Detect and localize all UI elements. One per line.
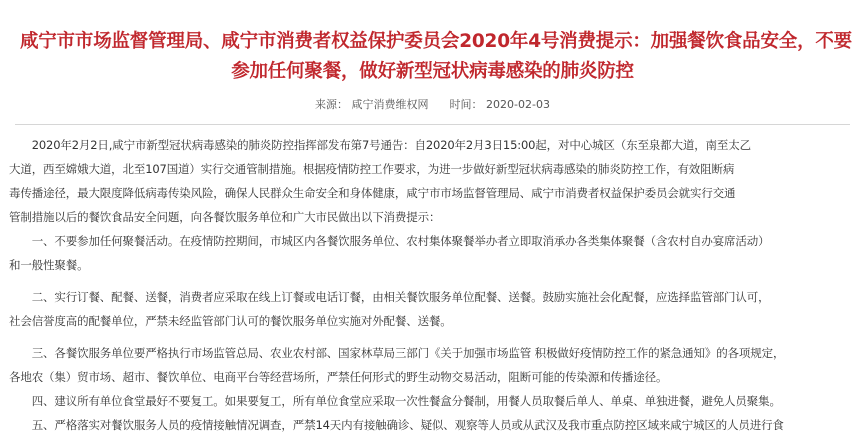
paragraph-line: 2020年2月2日,咸宁市新型冠状病毒感染的肺炎防控指挥部发布第7号通告：自2020年2月3日15:00起，对中心城区（东至泉都大道，南至太乙 <box>9 138 751 152</box>
article-paragraph <box>9 229 854 277</box>
article-title-line: 咸宁市市场监督管理局、咸宁市消费者权益保护委员会2020年4号消费提示：加强餐饮食品安全，不要 <box>20 31 852 52</box>
article-title <box>20 27 852 87</box>
article-meta <box>0 96 865 114</box>
article-paragraph <box>9 285 854 333</box>
paragraph-line: 四、建议所有单位食堂最好不要复工。如果要复工，所有单位食堂应采取一次性餐盒分餐制，用餐人员取餐后单人、单桌、单独进餐，避免人员聚集。 <box>9 394 781 408</box>
paragraph-line: 管制措施以后的餐饮食品安全问题，向各餐饮服务单位和广大市民做出以下消费提示： <box>9 210 441 224</box>
paragraph-line: 二、实行订餐、配餐、送餐，消费者应采取在线上订餐或电话订餐，由相关餐饮服务单位配餐、送餐。鼓励实施社会化配餐，应选择监管部门认可， <box>9 290 770 304</box>
paragraph-line: 一、不要参加任何聚餐活动。在疫情防控期间，市城区内各餐饮服务单位、农村集体聚餐举办者立即取消承办各类集体聚餐（含农村自办宴席活动） <box>9 234 770 248</box>
article-paragraph <box>9 413 854 437</box>
paragraph-line: 社会信誉度高的配餐单位，严禁未经监管部门认可的餐饮服务单位实施对外配餐、送餐。 <box>9 314 452 328</box>
article-paragraph <box>9 389 854 413</box>
publish-date: 2020-02-03 <box>486 98 550 111</box>
time-label: 时间： <box>449 98 483 111</box>
paragraph-line: 大道，西至嫦娥大道，北至107国道）实行交通管制措施。根据疫情防控工作要求，为进一步做好新型冠状病毒感染的肺炎防控工作，有效阻断病 <box>9 162 735 176</box>
paragraph-line: 各地农（集）贸市场、超市、餐饮单位、电商平台等经营场所，严禁任何形式的野生动物交易活动，阻断可能的传染源和传播途径。 <box>9 370 668 384</box>
article-paragraph <box>9 133 854 229</box>
article-paragraph <box>9 341 854 389</box>
meta-divider <box>15 124 850 125</box>
paragraph-line: 五、严格落实对餐饮服务人员的疫情接触情况调查，严禁14天内有接触确诊、疑似、观察等人员或从武汉及我市重点防控区域来咸宁城区的人员进行食 <box>9 418 784 432</box>
paragraph-line: 三、各餐饮服务单位要严格执行市场监管总局、农业农村部、国家林草局三部门《关于加强市场监管 积极做好疫情防控工作的紧急通知》的各项规定， <box>9 346 785 360</box>
article-title-line: 参加任何聚餐，做好新型冠状病毒感染的肺炎防控 <box>231 61 634 82</box>
paragraph-line: 和一般性聚餐。 <box>9 258 89 272</box>
source-label: 来源： <box>315 98 349 111</box>
source-link[interactable]: 咸宁消费维权网 <box>351 98 429 111</box>
paragraph-line: 毒传播途径，最大限度降低病毒传染风险，确保人民群众生命安全和身体健康，咸宁市市场监督管理局、咸宁市消费者权益保护委员会就实行交通 <box>9 186 736 200</box>
